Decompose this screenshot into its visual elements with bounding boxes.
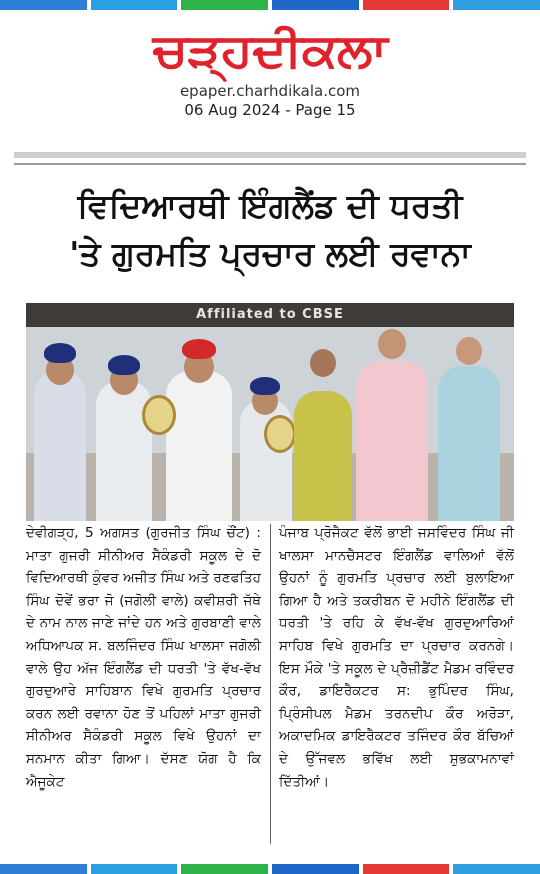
person-figure	[438, 366, 500, 521]
article-column-left: ਦੇਵੀਗੜ੍ਹ, 5 ਅਗਸਤ (ਗੁਰਜੀਤ ਸਿੰਘ ਚੌਂਟ) : ਮਾਤਾ ਗੁਜਰੀ ਸੀਨੀਅਰ ਸੈਕੰਡਰੀ ਸਕੂਲ ਦੇ ਦੋ ਵਿਦਿਆਰਥੀ ਕੁੰਵਰ ਅਜੀਤ ਸਿੰਘ ਅਤੇ ਰਣਫਤਿਹ ਸਿੰਘ ਦੋਵੇਂ ਭਰਾ ਜੋ (ਜਗੋਲੀ ਵਾਲੇ) ਕਵੀਸ਼ਰੀ ਜੱਥੇ ਦੇ ਨਾਮ ਨਾਲ ਜਾਣੇ ਜਾਂਦੇ ਹਨ ਅਤੇ ਗੁਰਬਾਣੀ ਵਾਲੇ ਅਧਿਆਪਕ ਸ. ਬਲਜਿੰਦਰ ਸਿੰਘ ਖਾਲਸਾ ਜਗੋਲੀ ਵਾਲੇ ਉਹ ਅੱਜ ਇੰਗਲੈਂਡ ਦੀ ਧਰਤੀ 'ਤੇ ਵੱਖ-ਵੱਖ ਗੁਰਦੁਆਰੇ ਸਾਹਿਬਾਨ ਵਿਖੇ ਗੁਰਮਤਿ ਪ੍ਰਚਾਰ ਕਰਨ ਲਈ ਰਵਾਨਾ ਹੋਣ ਤੋਂ ਪਹਿਲਾਂ ਮਾਤਾ ਗੁਜਰੀ ਸੀਨੀਅਰ ਸੈਕੰਡਰੀ ਸਕੂਲ ਵਿਖੇ ਉਹਨਾਂ ਦਾ ਸਨਮਾਨ ਕੀਤਾ ਗਿਆ। ਦੱਸਣ ਯੋਗ ਹੈ ਕਿ ਐਜੂਕੇਟ	[26, 525, 261, 790]
masthead-divider	[14, 152, 526, 158]
article-photo	[26, 303, 514, 521]
award-plaque	[142, 395, 176, 435]
share-segment-6[interactable]	[453, 864, 540, 874]
share-segment-4[interactable]	[272, 0, 359, 10]
person-figure	[356, 361, 428, 521]
masthead	[0, 24, 540, 120]
column-divider	[270, 524, 271, 844]
share-segment-5[interactable]	[363, 864, 450, 874]
newspaper-logo: ਚੜ੍ਹਦੀਕਲਾ	[153, 23, 387, 77]
issue-dateline: 06 Aug 2024 - Page 15	[184, 101, 356, 119]
share-segment-2[interactable]	[91, 864, 178, 874]
person-figure	[96, 381, 152, 521]
person-figure	[34, 371, 86, 521]
share-segment-3[interactable]	[181, 864, 268, 874]
share-segment-4[interactable]	[272, 864, 359, 874]
top-share-bar	[0, 0, 540, 10]
share-segment-1[interactable]	[0, 864, 87, 874]
share-segment-2[interactable]	[91, 0, 178, 10]
share-segment-1[interactable]	[0, 0, 87, 10]
headline-line-2: 'ਤੇ ਗੁਰਮਤਿ ਪ੍ਰਚਾਰ ਲਈ ਰਵਾਨਾ	[69, 234, 471, 273]
article-body	[26, 522, 514, 848]
article-headline	[14, 182, 526, 278]
bottom-share-bar	[0, 864, 540, 874]
person-figure	[294, 391, 352, 521]
site-url[interactable]: epaper.charhdikala.com	[179, 82, 361, 100]
share-segment-5[interactable]	[363, 0, 450, 10]
share-segment-6[interactable]	[453, 0, 540, 10]
headline-line-1: ਵਿਦਿਆਰਥੀ ਇੰਗਲੈਂਡ ਦੀ ਧਰਤੀ	[77, 186, 463, 225]
award-plaque	[264, 415, 296, 453]
article-column-right: ਪੰਜਾਬ ਪ੍ਰੋਜੈਕਟ ਵੱਲੋਂ ਭਾਈ ਜਸਵਿੰਦਰ ਸਿੰਘ ਜੀ ਖਾਲਸਾ ਮਾਨਚੈਸਟਰ ਇੰਗਲੈਂਡ ਵਾਲਿਆਂ ਵੱਲੋਂ ਉਹਨਾਂ ਨੂੰ ਗੁਰਮਤਿ ਪ੍ਰਚਾਰ ਲਈ ਬੁਲਾਇਆ ਗਿਆ ਹੈ ਅਤੇ ਤਕਰੀਬਨ ਦੋ ਮਹੀਨੇ ਇੰਗਲੈਂਡ ਦੀ ਧਰਤੀ 'ਤੇ ਰਹਿ ਕੇ ਵੱਖ-ਵੱਖ ਗੁਰਦੁਆਰਿਆਂ ਸਾਹਿਬ ਵਿਖੇ ਗੁਰਮਤਿ ਦਾ ਪ੍ਰਚਾਰ ਕਰਨਗੇ। ਇਸ ਮੌਕੇ 'ਤੇ ਸਕੂਲ ਦੇ ਪ੍ਰੈਜ਼ੀਡੈਂਟ ਮੈਡਮ ਰਵਿੰਦਰ ਕੌਰ, ਡਾਇਰੈਕਟਰ ਸ: ਭੁਪਿੰਦਰ ਸਿੰਘ, ਪ੍ਰਿੰਸੀਪਲ ਮੈਡਮ ਤਰਨਦੀਪ ਕੌਰ ਅਰੋੜਾ, ਅਕਾਦਮਿਕ ਡਾਇਰੈਕਟਰ ਤਜਿੰਦਰ ਕੌਰ ਬੱਚਿਆਂ ਦੇ ਉੱਜਵਲ ਭਵਿੱਖ ਲਈ ਸ਼ੁਭਕਾਮਨਾਵਾਂ ਦਿੱਤੀਆਂ।	[279, 525, 514, 790]
photo-banner-text: Affiliated to CBSE	[26, 303, 514, 327]
person-figure	[166, 371, 232, 521]
share-segment-3[interactable]	[181, 0, 268, 10]
masthead-divider-thin	[14, 163, 526, 165]
